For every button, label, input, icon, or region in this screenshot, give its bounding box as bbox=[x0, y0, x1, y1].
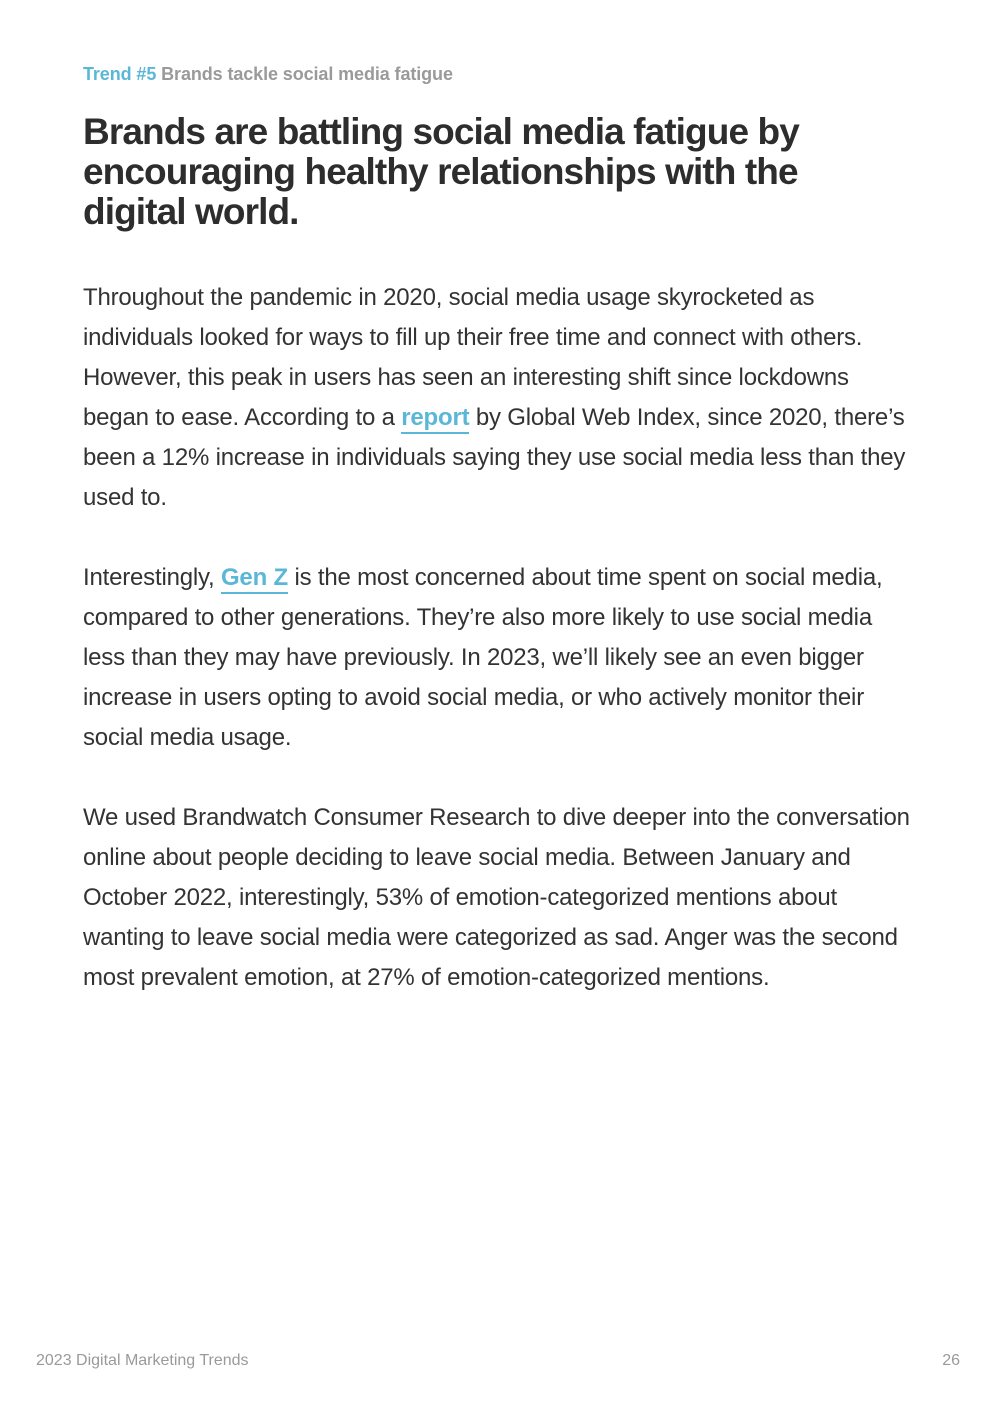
footer-page-number: 26 bbox=[942, 1352, 960, 1369]
paragraph-text: Interestingly, bbox=[83, 564, 221, 591]
paragraph-text: is the most concerned about time spent on social media, compared to other generations. They’re also more likely to use social media less than they may have previously. In 2023, we’ll likely see an even bigger increase in users opting to avoid social media, or who actively monitor their social media usage. bbox=[83, 564, 883, 751]
body-paragraph-2 bbox=[83, 558, 913, 758]
footer-document-title: 2023 Digital Marketing Trends bbox=[36, 1352, 249, 1369]
page-headline: Brands are battling social media fatigue by encouraging healthy relationships with the digital world. bbox=[83, 111, 799, 232]
gen-z-link[interactable]: Gen Z bbox=[221, 564, 288, 594]
section-kicker bbox=[83, 64, 453, 85]
trend-title: Brands tackle social media fatigue bbox=[161, 64, 453, 84]
report-link[interactable]: report bbox=[401, 404, 469, 434]
body-paragraph-1 bbox=[83, 278, 913, 518]
paragraph-text: Throughout the pandemic in 2020, social media usage skyrocketed as individuals looked for ways to fill up their free time and connect with others. However, this peak in users has seen an interesting shift since lockdowns began to ease. According to a bbox=[83, 284, 863, 431]
paragraph-text: by Global Web Index, since 2020, there’s been a 12% increase in individuals saying they use social media less than they used to. bbox=[83, 404, 906, 511]
trend-number: Trend #5 bbox=[83, 64, 157, 84]
body-paragraph-3: We used Brandwatch Consumer Research to dive deeper into the conversation online about people deciding to leave social media. Between January and October 2022, interestingly, 53% of emotion-categorized mentions about wanting to leave social media were categorized as sad. Anger was the second most prevalent emotion, at 27% of emotion-categorized mentions. bbox=[83, 804, 910, 991]
